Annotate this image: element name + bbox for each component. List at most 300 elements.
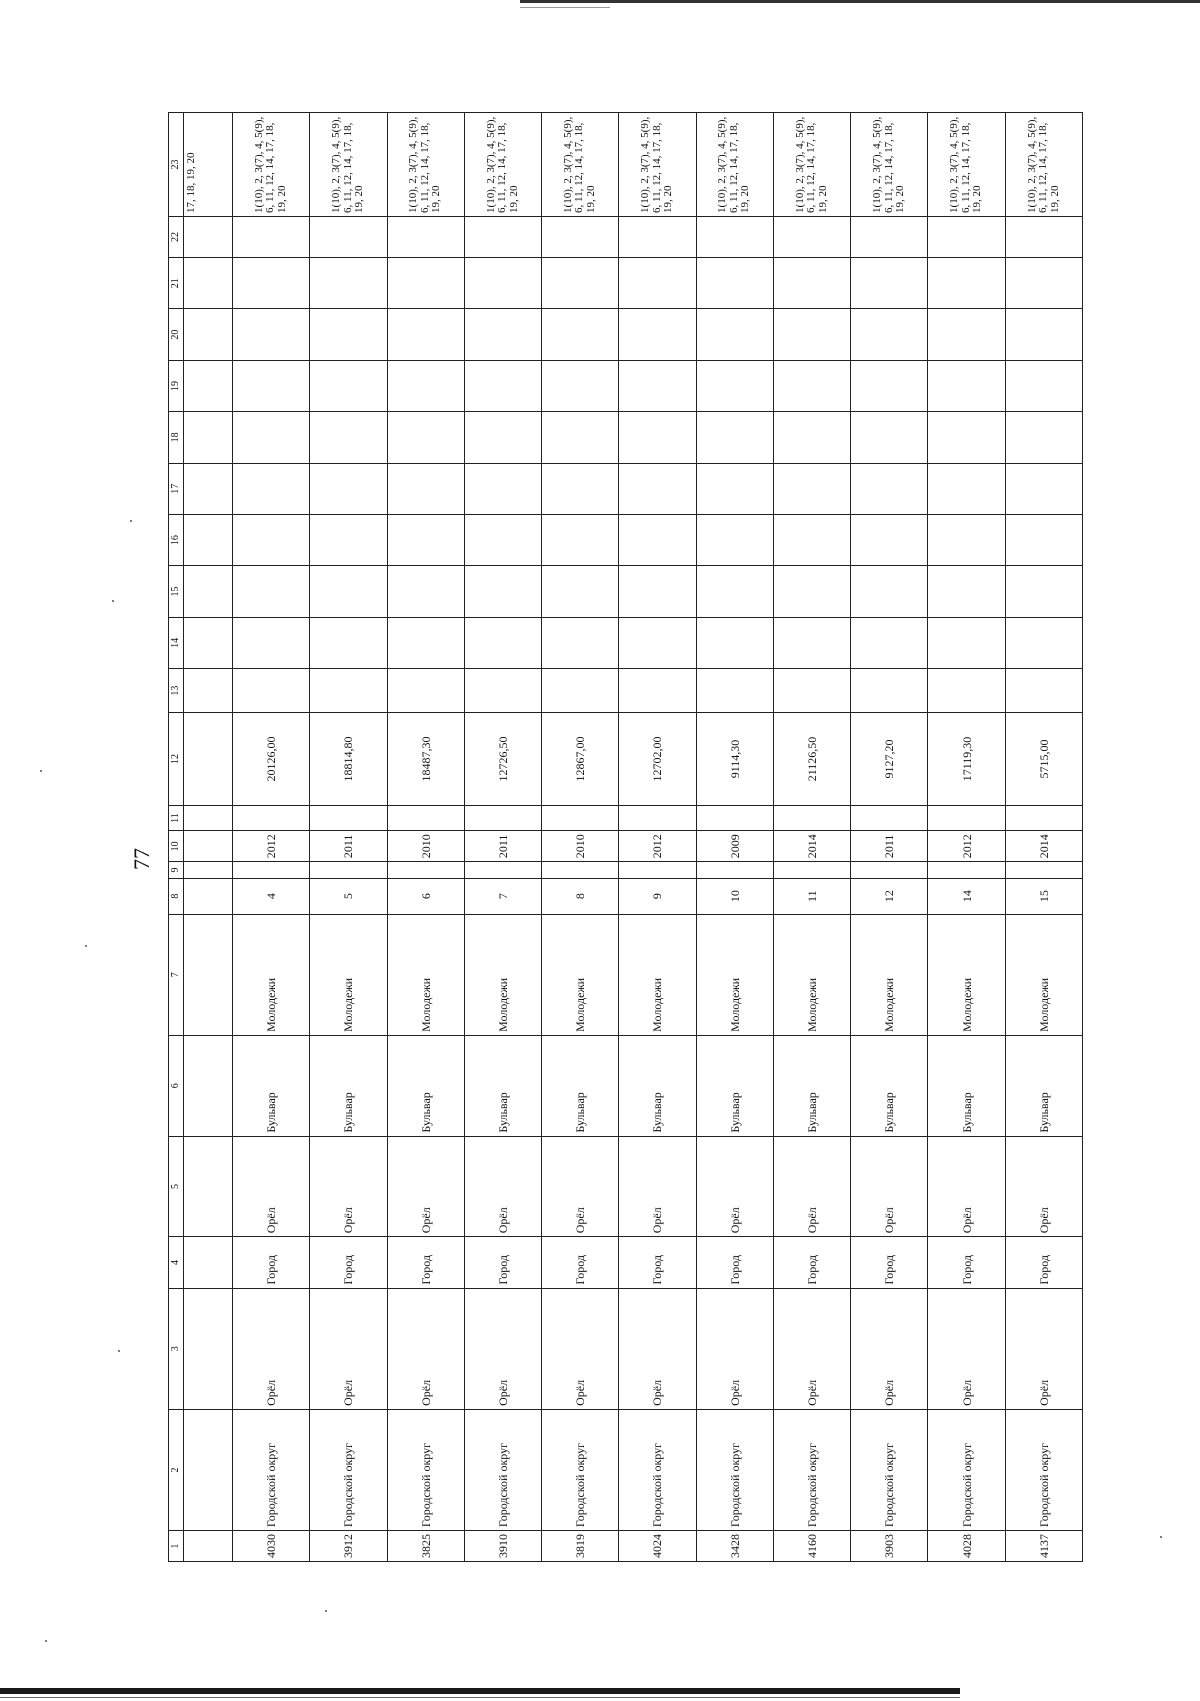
empty-cell <box>542 412 619 463</box>
street-type-cell: Бульвар <box>696 1035 773 1136</box>
year-cell: 2012 <box>619 831 696 862</box>
work-codes-cell: 1(10), 2, 3(7), 4, 5(9), 6, 11, 12, 14, 17, 18, 19, 20 <box>773 113 850 217</box>
empty-cell <box>464 412 541 463</box>
empty-cell <box>542 258 619 309</box>
street-cell: Молодежи <box>464 914 541 1035</box>
work-codes-cell: 1(10), 2, 3(7), 4, 5(9), 6, 11, 12, 14, 17, 18, 19, 20 <box>1005 113 1082 217</box>
house-number-cell: 14 <box>928 878 1005 914</box>
record-id: 4028 <box>928 1531 1005 1562</box>
column-number: 4 <box>169 1237 184 1288</box>
empty-cell <box>928 805 1005 831</box>
year-cell: 2010 <box>387 831 464 862</box>
area-cell: 18487,30 <box>387 713 464 805</box>
empty-cell <box>773 463 850 514</box>
area-cell: 9127,20 <box>851 713 928 805</box>
column-number: 19 <box>169 360 184 411</box>
empty-cell <box>773 617 850 668</box>
empty-cell <box>619 514 696 565</box>
street-type-cell: Бульвар <box>233 1035 310 1136</box>
record-id: 3910 <box>464 1531 541 1562</box>
empty-cell <box>773 258 850 309</box>
table-row <box>387 113 464 1562</box>
district-cell: Городской округ <box>233 1409 310 1530</box>
record-id: 4030 <box>233 1531 310 1562</box>
column-number: 14 <box>169 617 184 668</box>
street-type-cell: Бульвар <box>387 1035 464 1136</box>
year-cell: 2012 <box>233 831 310 862</box>
table-row <box>696 113 773 1562</box>
empty-cell <box>542 669 619 713</box>
header-note-col23: 17, 18, 19, 20 <box>184 113 233 217</box>
empty-cell <box>696 309 773 360</box>
municipality-cell: Орёл <box>773 1288 850 1409</box>
street-cell: Молодежи <box>928 914 1005 1035</box>
work-codes-cell: 1(10), 2, 3(7), 4, 5(9), 6, 11, 12, 14, 17, 18, 19, 20 <box>619 113 696 217</box>
table-body <box>233 113 1083 1562</box>
street-cell: Молодежи <box>619 914 696 1035</box>
column-number-row <box>169 113 184 1562</box>
house-number-cell: 8 <box>542 878 619 914</box>
empty-cell <box>928 514 1005 565</box>
year-cell: 2010 <box>542 831 619 862</box>
top-rule <box>520 0 1200 3</box>
municipality-cell: Орёл <box>619 1288 696 1409</box>
table-row <box>542 113 619 1562</box>
street-type-cell: Бульвар <box>1005 1035 1082 1136</box>
house-number-cell: 12 <box>851 878 928 914</box>
settlement-cell: Орёл <box>1005 1136 1082 1237</box>
empty-cell <box>542 617 619 668</box>
column-number: 16 <box>169 514 184 565</box>
street-type-cell: Бульвар <box>310 1035 387 1136</box>
empty-cell <box>464 258 541 309</box>
district-cell: Городской округ <box>696 1409 773 1530</box>
empty-cell <box>542 309 619 360</box>
scan-speck <box>45 1640 47 1642</box>
settlement-cell: Орёл <box>928 1136 1005 1237</box>
empty-cell <box>542 862 619 878</box>
district-cell: Городской округ <box>851 1409 928 1530</box>
record-id: 4137 <box>1005 1531 1082 1562</box>
empty-cell <box>696 258 773 309</box>
empty-cell <box>928 216 1005 257</box>
empty-cell <box>464 514 541 565</box>
record-id: 3903 <box>851 1531 928 1562</box>
empty-cell <box>1005 566 1082 617</box>
house-number-cell: 6 <box>387 878 464 914</box>
table-row <box>619 113 696 1562</box>
district-cell: Городской округ <box>464 1409 541 1530</box>
settlement-cell: Орёл <box>696 1136 773 1237</box>
empty-cell <box>542 216 619 257</box>
settlement-type-cell: Город <box>464 1237 541 1288</box>
empty-cell <box>696 514 773 565</box>
column-number: 2 <box>169 1409 184 1530</box>
empty-cell <box>310 669 387 713</box>
empty-cell <box>387 258 464 309</box>
table-row <box>1005 113 1082 1562</box>
street-type-cell: Бульвар <box>464 1035 541 1136</box>
empty-cell <box>696 412 773 463</box>
municipality-cell: Орёл <box>542 1288 619 1409</box>
table-row <box>928 113 1005 1562</box>
bottom-rule-thin <box>0 1697 960 1698</box>
work-codes-cell: 1(10), 2, 3(7), 4, 5(9), 6, 11, 12, 14, 17, 18, 19, 20 <box>387 113 464 217</box>
street-type-cell: Бульвар <box>619 1035 696 1136</box>
empty-cell <box>1005 463 1082 514</box>
work-codes-cell: 1(10), 2, 3(7), 4, 5(9), 6, 11, 12, 14, 17, 18, 19, 20 <box>928 113 1005 217</box>
empty-cell <box>928 862 1005 878</box>
empty-cell <box>1005 862 1082 878</box>
empty-cell <box>696 617 773 668</box>
rotated-table-wrapper <box>168 112 1083 1562</box>
empty-cell <box>542 463 619 514</box>
settlement-cell: Орёл <box>851 1136 928 1237</box>
empty-cell <box>696 360 773 411</box>
empty-cell <box>696 216 773 257</box>
settlement-cell: Орёл <box>542 1136 619 1237</box>
empty-cell <box>1005 805 1082 831</box>
column-number: 5 <box>169 1136 184 1237</box>
year-cell: 2011 <box>851 831 928 862</box>
empty-cell <box>310 258 387 309</box>
empty-cell <box>387 617 464 668</box>
municipality-cell: Орёл <box>928 1288 1005 1409</box>
empty-cell <box>233 463 310 514</box>
column-number: 9 <box>169 862 184 878</box>
empty-cell <box>619 617 696 668</box>
settlement-cell: Орёл <box>387 1136 464 1237</box>
settlement-cell: Орёл <box>464 1136 541 1237</box>
empty-cell <box>387 805 464 831</box>
empty-cell <box>387 669 464 713</box>
empty-cell <box>542 514 619 565</box>
empty-cell <box>696 805 773 831</box>
empty-cell <box>233 669 310 713</box>
empty-cell <box>696 669 773 713</box>
scan-speck <box>325 1610 327 1612</box>
empty-cell <box>233 412 310 463</box>
record-id: 4160 <box>773 1531 850 1562</box>
column-number: 23 <box>169 113 184 217</box>
empty-cell <box>464 360 541 411</box>
column-number: 12 <box>169 713 184 805</box>
empty-cell <box>773 309 850 360</box>
empty-cell <box>464 617 541 668</box>
settlement-cell: Орёл <box>310 1136 387 1237</box>
work-codes-cell: 1(10), 2, 3(7), 4, 5(9), 6, 11, 12, 14, 17, 18, 19, 20 <box>233 113 310 217</box>
street-type-cell: Бульвар <box>773 1035 850 1136</box>
empty-cell <box>773 566 850 617</box>
street-cell: Молодежи <box>1005 914 1082 1035</box>
record-id: 3428 <box>696 1531 773 1562</box>
empty-cell <box>387 463 464 514</box>
scan-speck <box>85 945 87 947</box>
empty-cell <box>1005 360 1082 411</box>
empty-cell <box>310 566 387 617</box>
municipality-cell: Орёл <box>233 1288 310 1409</box>
empty-cell <box>464 805 541 831</box>
municipality-cell: Орёл <box>851 1288 928 1409</box>
empty-cell <box>310 805 387 831</box>
empty-cell <box>387 514 464 565</box>
top-rule-thin <box>520 7 610 8</box>
settlement-cell: Орёл <box>773 1136 850 1237</box>
area-cell: 18814,80 <box>310 713 387 805</box>
year-cell: 2011 <box>464 831 541 862</box>
area-cell: 5715,00 <box>1005 713 1082 805</box>
district-cell: Городской округ <box>619 1409 696 1530</box>
empty-cell <box>928 463 1005 514</box>
settlement-type-cell: Город <box>928 1237 1005 1288</box>
column-number: 3 <box>169 1288 184 1409</box>
settlement-type-cell: Город <box>696 1237 773 1288</box>
empty-cell <box>1005 669 1082 713</box>
empty-cell <box>696 463 773 514</box>
scan-speck <box>1160 1536 1162 1538</box>
empty-cell <box>619 360 696 411</box>
street-type-cell: Бульвар <box>851 1035 928 1136</box>
empty-cell <box>464 463 541 514</box>
house-number-cell: 4 <box>233 878 310 914</box>
settlement-type-cell: Город <box>233 1237 310 1288</box>
area-cell: 17119,30 <box>928 713 1005 805</box>
empty-cell <box>542 566 619 617</box>
municipality-cell: Орёл <box>696 1288 773 1409</box>
empty-cell <box>928 309 1005 360</box>
year-cell: 2014 <box>773 831 850 862</box>
empty-cell <box>310 514 387 565</box>
empty-cell <box>464 216 541 257</box>
column-number: 8 <box>169 878 184 914</box>
area-cell: 12726,50 <box>464 713 541 805</box>
settlement-type-cell: Город <box>542 1237 619 1288</box>
empty-cell <box>619 566 696 617</box>
empty-cell <box>542 805 619 831</box>
empty-cell <box>928 617 1005 668</box>
empty-cell <box>773 514 850 565</box>
empty-cell <box>773 862 850 878</box>
empty-cell <box>464 309 541 360</box>
column-number: 15 <box>169 566 184 617</box>
house-number-cell: 11 <box>773 878 850 914</box>
house-number-cell: 7 <box>464 878 541 914</box>
column-number: 11 <box>169 805 184 831</box>
empty-cell <box>1005 412 1082 463</box>
district-cell: Городской округ <box>928 1409 1005 1530</box>
column-number: 13 <box>169 669 184 713</box>
empty-cell <box>619 862 696 878</box>
empty-cell <box>233 617 310 668</box>
empty-cell <box>928 566 1005 617</box>
empty-cell <box>619 309 696 360</box>
empty-cell <box>619 805 696 831</box>
column-number: 1 <box>169 1531 184 1562</box>
area-cell: 9114,30 <box>696 713 773 805</box>
empty-cell <box>387 216 464 257</box>
street-cell: Молодежи <box>773 914 850 1035</box>
settlement-type-cell: Город <box>1005 1237 1082 1288</box>
empty-cell <box>233 258 310 309</box>
empty-cell <box>1005 514 1082 565</box>
empty-cell <box>1005 258 1082 309</box>
column-number: 22 <box>169 216 184 257</box>
table-row <box>310 113 387 1562</box>
table-row <box>464 113 541 1562</box>
empty-cell <box>696 862 773 878</box>
area-cell: 12867,00 <box>542 713 619 805</box>
district-cell: Городской округ <box>310 1409 387 1530</box>
bottom-rule <box>0 1688 960 1694</box>
empty-cell <box>387 360 464 411</box>
scan-speck <box>130 520 132 522</box>
empty-cell <box>851 617 928 668</box>
empty-cell <box>851 566 928 617</box>
settlement-type-cell: Город <box>851 1237 928 1288</box>
header-subrow <box>184 113 233 1562</box>
record-id: 4024 <box>619 1531 696 1562</box>
empty-cell <box>233 309 310 360</box>
empty-cell <box>928 360 1005 411</box>
empty-cell <box>310 309 387 360</box>
table-row <box>233 113 310 1562</box>
empty-cell <box>233 805 310 831</box>
empty-cell <box>1005 309 1082 360</box>
district-cell: Городской округ <box>773 1409 850 1530</box>
empty-cell <box>464 566 541 617</box>
column-number: 6 <box>169 1035 184 1136</box>
year-cell: 2009 <box>696 831 773 862</box>
page-number: 77 <box>129 848 154 870</box>
column-number: 20 <box>169 309 184 360</box>
street-cell: Молодежи <box>542 914 619 1035</box>
year-cell: 2011 <box>310 831 387 862</box>
empty-cell <box>464 669 541 713</box>
scan-speck <box>118 1350 120 1352</box>
empty-cell <box>773 412 850 463</box>
empty-cell <box>619 412 696 463</box>
empty-cell <box>619 669 696 713</box>
empty-cell <box>851 805 928 831</box>
empty-cell <box>310 216 387 257</box>
empty-cell <box>928 258 1005 309</box>
empty-cell <box>619 463 696 514</box>
empty-cell <box>851 862 928 878</box>
district-cell: Городской округ <box>542 1409 619 1530</box>
empty-cell <box>851 669 928 713</box>
empty-cell <box>773 360 850 411</box>
empty-cell <box>387 566 464 617</box>
work-codes-cell: 1(10), 2, 3(7), 4, 5(9), 6, 11, 12, 14, 17, 18, 19, 20 <box>310 113 387 217</box>
empty-cell <box>851 463 928 514</box>
empty-cell <box>851 412 928 463</box>
registry-table <box>168 112 1083 1562</box>
street-type-cell: Бульвар <box>928 1035 1005 1136</box>
house-number-cell: 15 <box>1005 878 1082 914</box>
street-cell: Молодежи <box>233 914 310 1035</box>
work-codes-cell: 1(10), 2, 3(7), 4, 5(9), 6, 11, 12, 14, 17, 18, 19, 20 <box>696 113 773 217</box>
empty-cell <box>387 309 464 360</box>
house-number-cell: 5 <box>310 878 387 914</box>
empty-cell <box>233 566 310 617</box>
settlement-type-cell: Город <box>773 1237 850 1288</box>
empty-cell <box>1005 617 1082 668</box>
column-number: 10 <box>169 831 184 862</box>
table-row <box>773 113 850 1562</box>
empty-cell <box>542 360 619 411</box>
empty-cell <box>851 258 928 309</box>
municipality-cell: Орёл <box>310 1288 387 1409</box>
scan-speck <box>40 770 42 772</box>
empty-cell <box>310 463 387 514</box>
municipality-cell: Орёл <box>387 1288 464 1409</box>
empty-cell <box>773 216 850 257</box>
empty-cell <box>233 514 310 565</box>
record-id: 3825 <box>387 1531 464 1562</box>
street-cell: Молодежи <box>851 914 928 1035</box>
empty-cell <box>1005 216 1082 257</box>
column-number: 21 <box>169 258 184 309</box>
street-cell: Молодежи <box>387 914 464 1035</box>
settlement-cell: Орёл <box>619 1136 696 1237</box>
empty-cell <box>464 862 541 878</box>
record-id: 3912 <box>310 1531 387 1562</box>
area-cell: 12702,00 <box>619 713 696 805</box>
empty-cell <box>851 309 928 360</box>
empty-cell <box>928 669 1005 713</box>
empty-cell <box>619 258 696 309</box>
table-row <box>851 113 928 1562</box>
district-cell: Городской округ <box>1005 1409 1082 1530</box>
empty-cell <box>310 360 387 411</box>
empty-cell <box>851 514 928 565</box>
year-cell: 2012 <box>928 831 1005 862</box>
empty-cell <box>851 360 928 411</box>
empty-cell <box>928 412 1005 463</box>
settlement-type-cell: Город <box>619 1237 696 1288</box>
municipality-cell: Орёл <box>1005 1288 1082 1409</box>
empty-cell <box>773 805 850 831</box>
area-cell: 20126,00 <box>233 713 310 805</box>
area-cell: 21126,50 <box>773 713 850 805</box>
empty-cell <box>233 360 310 411</box>
empty-cell <box>851 216 928 257</box>
street-cell: Молодежи <box>696 914 773 1035</box>
settlement-type-cell: Город <box>387 1237 464 1288</box>
record-id: 3819 <box>542 1531 619 1562</box>
empty-cell <box>233 862 310 878</box>
empty-cell <box>773 669 850 713</box>
empty-cell <box>619 216 696 257</box>
year-cell: 2014 <box>1005 831 1082 862</box>
empty-cell <box>310 412 387 463</box>
settlement-type-cell: Город <box>310 1237 387 1288</box>
house-number-cell: 10 <box>696 878 773 914</box>
work-codes-cell: 1(10), 2, 3(7), 4, 5(9), 6, 11, 12, 14, 17, 18, 19, 20 <box>542 113 619 217</box>
scan-speck <box>112 600 114 602</box>
empty-cell <box>310 617 387 668</box>
municipality-cell: Орёл <box>464 1288 541 1409</box>
empty-cell <box>310 862 387 878</box>
house-number-cell: 9 <box>619 878 696 914</box>
column-number: 18 <box>169 412 184 463</box>
settlement-cell: Орёл <box>233 1136 310 1237</box>
empty-cell <box>696 566 773 617</box>
work-codes-cell: 1(10), 2, 3(7), 4, 5(9), 6, 11, 12, 14, 17, 18, 19, 20 <box>851 113 928 217</box>
district-cell: Городской округ <box>387 1409 464 1530</box>
work-codes-cell: 1(10), 2, 3(7), 4, 5(9), 6, 11, 12, 14, 17, 18, 19, 20 <box>464 113 541 217</box>
column-number: 7 <box>169 914 184 1035</box>
